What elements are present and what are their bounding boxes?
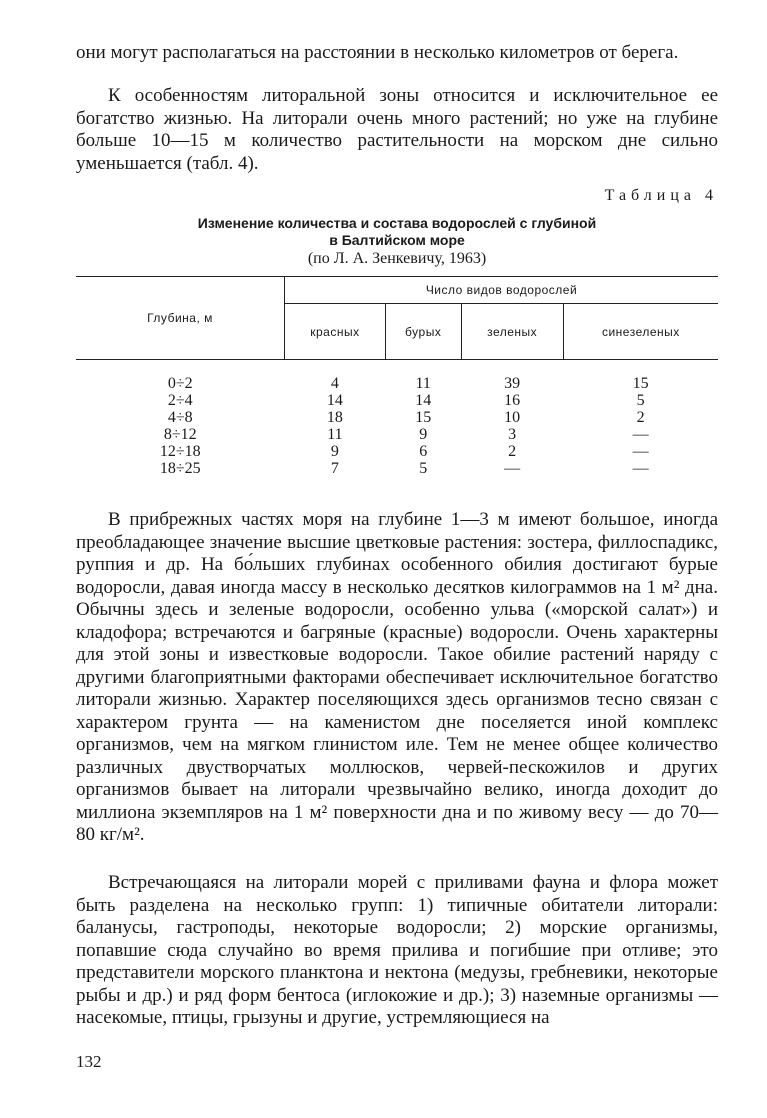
cell-brown: 15 xyxy=(415,409,432,426)
table-row xyxy=(76,443,718,460)
header-green: зеленых xyxy=(461,304,563,360)
cell-green: 3 xyxy=(508,426,517,443)
cell-bluegreen: — xyxy=(632,426,649,443)
cell-brown: 9 xyxy=(419,426,428,443)
table-title-line-2: в Балтийском море xyxy=(329,232,465,248)
cell-green: 2 xyxy=(508,443,517,460)
table-title-line-1: Изменение количества и состава водорослей с глубиной xyxy=(197,215,597,231)
cell-bluegreen: — xyxy=(632,443,649,460)
cell-green: — xyxy=(504,460,521,477)
table-label: Таблица 4 xyxy=(604,187,718,204)
paragraph-2: К особенностям литоральной зоны относится и исключительное ее богатство жизнью. На литорали очень много растений; но уже на глубине больше 10—15 м количество растительности на морском дне сильно уменьшается (табл. 4). xyxy=(76,85,718,174)
table-source: (по Л. А. Зенкевичу, 1963) xyxy=(307,250,487,267)
header-red: красных xyxy=(285,304,386,360)
cell-green: 39 xyxy=(504,375,521,392)
cell-depth: 0÷2 xyxy=(167,375,193,392)
header-species-count: Число видов водорослей xyxy=(285,277,719,304)
table-row xyxy=(76,375,718,392)
cell-red: 9 xyxy=(330,443,339,460)
cell-brown: 14 xyxy=(415,392,432,409)
cell-red: 18 xyxy=(326,409,343,426)
algae-table xyxy=(76,276,718,477)
cell-bluegreen: 2 xyxy=(636,409,645,426)
cell-depth: 12÷18 xyxy=(159,443,201,460)
cell-brown: 11 xyxy=(415,375,431,392)
cell-bluegreen: — xyxy=(632,460,649,477)
table-row xyxy=(76,426,718,443)
table-title xyxy=(76,215,718,249)
cell-red: 7 xyxy=(330,460,339,477)
cell-red: 4 xyxy=(330,375,339,392)
paragraph-3: В прибрежных частях моря на глубине 1—3 м имеют большое, иногда преобладающее значение высшие цветковые растения: зостера, филлоспадикс, руппия и др. На бо́льших глубинах особенного обилия достигают бурые водоросли, давая иногда массу в несколько десятков килограммов на 1 м² дна. Обычны здесь и зеленые водоросли, особенно ульва («морской салат») и кладофора; встречаются и багряные (красные) водоросли. Очень характерны для этой зоны и известковые водоросли. Такое обилие растений наряду с другими благоприятными факторами обеспечивает исключительное богатство литорали жизнью. Характер поселяющихся здесь организмов тесно связан с характером грунта — на каменистом дне поселяется иной комплекс организмов, чем на мягком глинистом иле. Тем не менее общее количество различных двустворчатых моллюсков, червей-пескожилов и других организмов бывает на литорали чрезвычайно велико, иногда доходит до миллиона экземпляров на 1 м² поверхности дна и по живому весу — до 70—80 кг/м². xyxy=(76,509,718,845)
cell-red: 11 xyxy=(327,426,343,443)
paragraph-4: Встречающаяся на литорали морей с приливами фауна и флора может быть разделена на несколько групп: 1) типичные обитатели литорали: баланусы, гастроподы, некоторые водоросли; 2) морские организмы, попавшие сюда случайно во время прилива и погибшие при отливе; это представители морского планктона и нектона (медузы, гребневики, некоторые рыбы и др.) и ряд форм бентоса (иглокожие и др.); 3) наземные организмы — насекомые, птицы, грызуны и другие, устремляющиеся на xyxy=(76,872,718,1028)
cell-depth: 2÷4 xyxy=(167,392,193,409)
cell-brown: 5 xyxy=(419,460,428,477)
cell-depth: 4÷8 xyxy=(167,409,193,426)
header-brown: бурых xyxy=(385,304,461,360)
cell-green: 16 xyxy=(504,392,521,409)
cell-brown: 6 xyxy=(419,443,428,460)
cell-bluegreen: 5 xyxy=(636,392,645,409)
cell-depth: 18÷25 xyxy=(159,460,201,477)
table-row xyxy=(76,460,718,477)
page-number: 132 xyxy=(76,1052,102,1071)
table-row xyxy=(76,392,718,409)
header-depth: Глубина, м xyxy=(76,277,285,360)
cell-depth: 8÷12 xyxy=(163,426,197,443)
cell-red: 14 xyxy=(326,392,343,409)
table-row xyxy=(76,409,718,426)
header-bluegreen: синезеленых xyxy=(563,304,718,360)
cell-bluegreen: 15 xyxy=(632,375,649,392)
cell-green: 10 xyxy=(504,409,521,426)
paragraph-1: они могут располагаться на расстоянии в несколько километров от берега. xyxy=(76,42,679,63)
